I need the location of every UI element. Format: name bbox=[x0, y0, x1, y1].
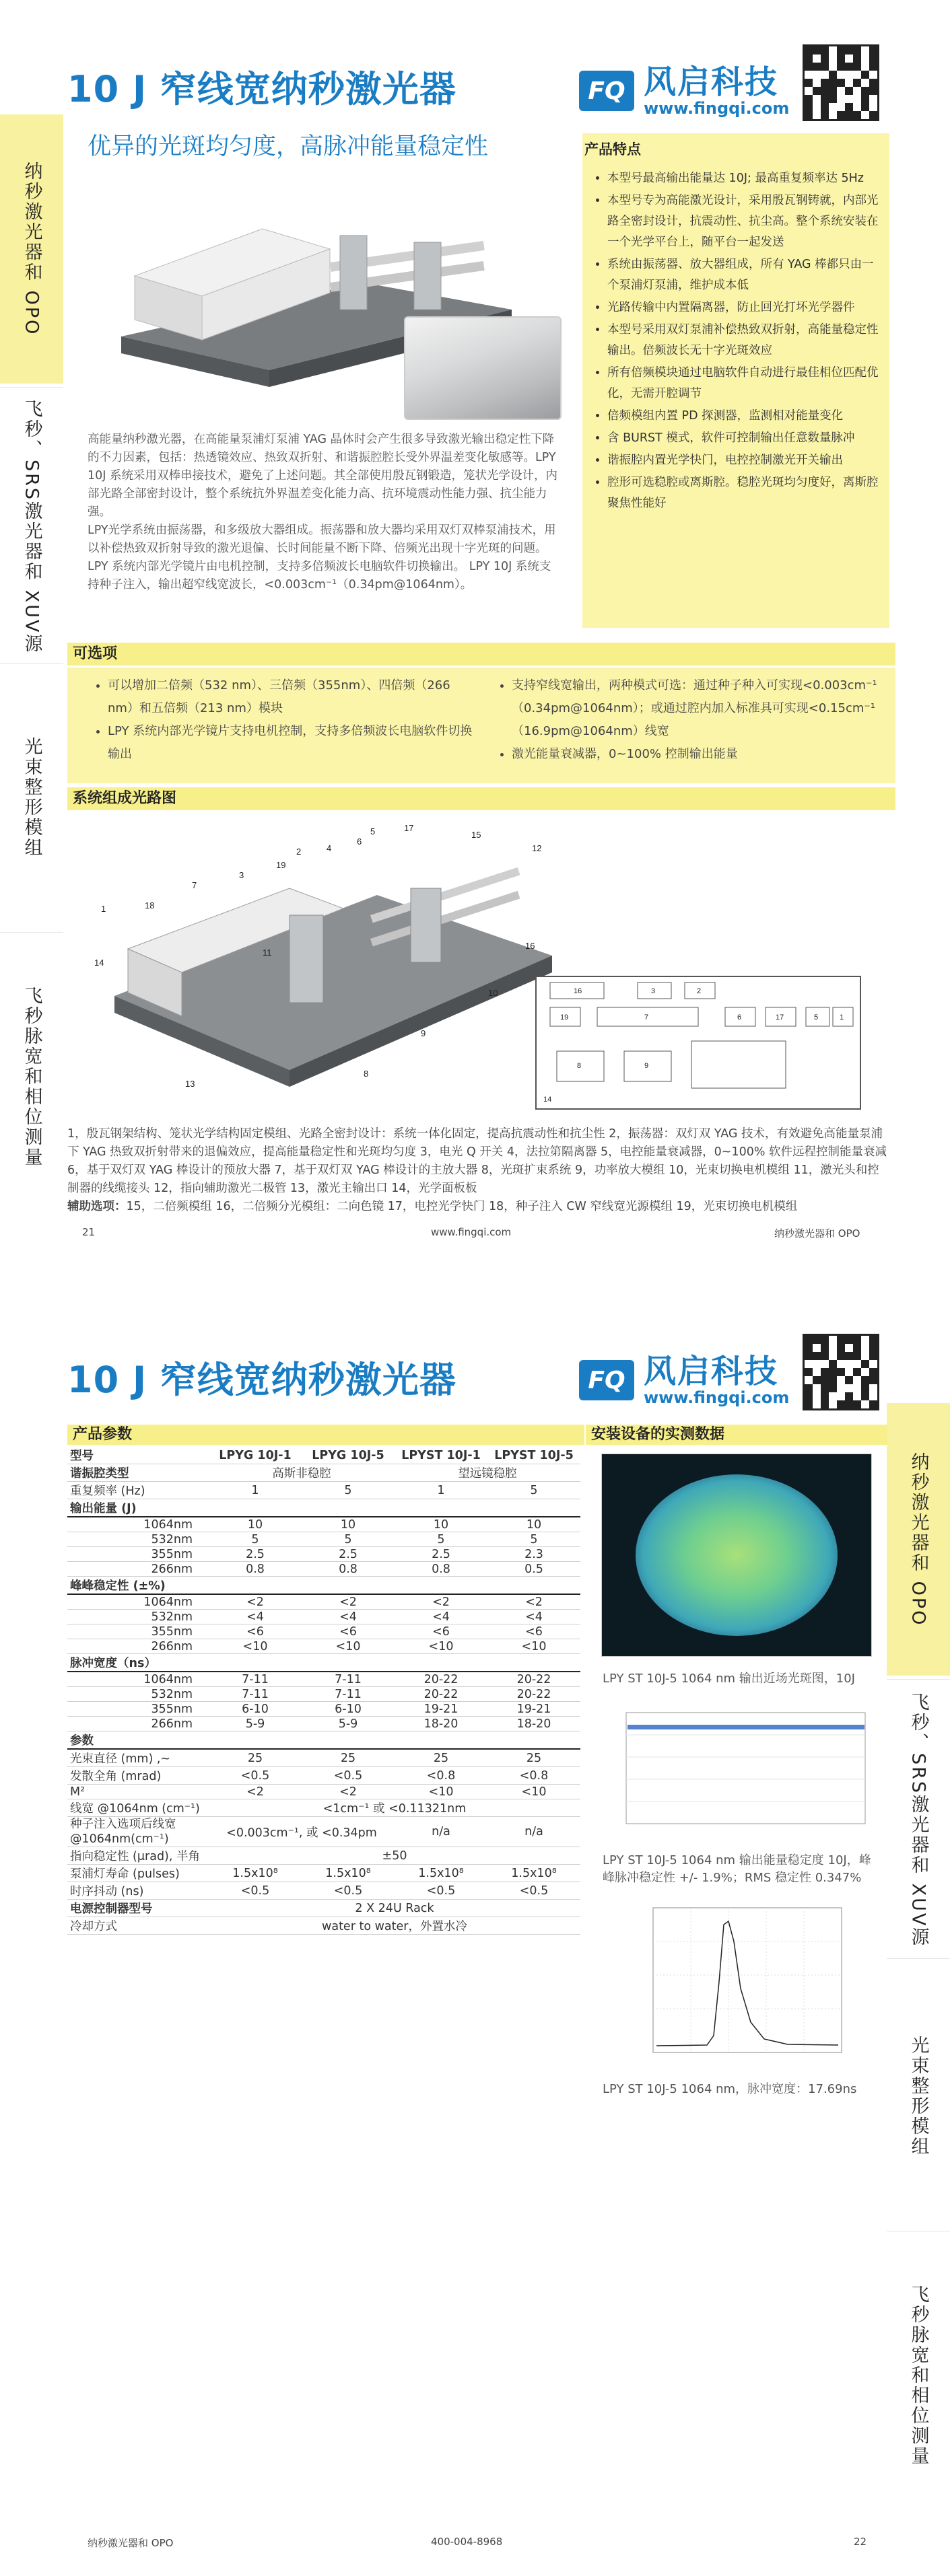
company-logo bbox=[579, 65, 789, 117]
beam-profile-image bbox=[601, 1454, 872, 1657]
energy-stability-caption: LPY ST 10J-5 1064 nm 输出能量稳定度 10J，峰峰脉冲稳定性 +/- 1.9%；RMS 稳定性 0.347% bbox=[603, 1853, 871, 1885]
logo-name: 风启科技 bbox=[644, 1353, 779, 1390]
table-cell: 1 bbox=[395, 1482, 487, 1499]
schematic-label: 1 bbox=[840, 1013, 844, 1022]
callout-10: 10 bbox=[488, 988, 498, 998]
table-cell: 望远镜稳腔 bbox=[395, 1464, 580, 1482]
options-header: 可选项 bbox=[67, 643, 895, 666]
table-cell: 6-10 bbox=[209, 1702, 302, 1717]
options-left bbox=[88, 674, 478, 766]
table-row bbox=[67, 1900, 580, 1917]
wavelength-label: 355nm bbox=[67, 1624, 209, 1639]
side-tab-nanosecond[interactable] bbox=[0, 114, 63, 384]
table-cell: <6 bbox=[395, 1624, 487, 1639]
wavelength-label: 355nm bbox=[67, 1547, 209, 1562]
schematic-label: 3 bbox=[651, 987, 656, 995]
table-cell: <4 bbox=[395, 1610, 487, 1624]
table-cell: 10 bbox=[302, 1517, 395, 1532]
table-cell: 0.8 bbox=[209, 1562, 302, 1577]
option-item: • 可以增加二倍频（532 nm）、三倍频（355nm）、四倍频（266 nm）和五倍频（213 nm）模块 bbox=[108, 674, 478, 720]
table-cell: 7-11 bbox=[209, 1672, 302, 1687]
side-tab-label: 光束整形模组 bbox=[908, 2036, 929, 2157]
logo-url: www.fingqi.com bbox=[644, 99, 790, 118]
description-paragraph: 高能量纳秒激光器，在高能量泵浦灯泵浦 YAG 晶体时会产生很多导致激光输出稳定性下降的不力因素，包括：热透镜效应、热致双折射、和谐振腔腔长受外界温差变化敏感等。LPY 10J 系统采用双棒串接技术，避免了上述问题。其全部使用殷瓦钢锻造，笼状光学设计，内部光路全部密封设计，整个系统抗外界温差变化能力高、抗环境震动性能力强、抗尘能力强。 bbox=[88, 433, 557, 519]
table-cell: <2 bbox=[487, 1594, 580, 1610]
footer-section: 纳秒激光器和 OPO bbox=[88, 2537, 174, 2549]
caption-aux-label: 辅助选项： bbox=[67, 1200, 127, 1213]
side-tab-label: 飞秒脉宽和相位测量 bbox=[908, 2285, 929, 2466]
callout-7: 7 bbox=[192, 880, 197, 890]
table-cell: 25 bbox=[209, 1749, 302, 1767]
section-label: 输出能量 (J) bbox=[67, 1499, 580, 1517]
pulse-width-caption: LPY ST 10J-5 1064 nm，脉冲宽度：17.69ns bbox=[603, 2082, 857, 2096]
schematic-label: 16 bbox=[574, 987, 582, 995]
logo-url: www.fingqi.com bbox=[644, 1388, 790, 1407]
table-cell: 1.5x10⁸ bbox=[209, 1865, 302, 1882]
table-cell: 1.5x10⁸ bbox=[395, 1865, 487, 1882]
table-row bbox=[67, 1917, 580, 1935]
side-tab-label: 飞秒、SRS激光器和 XUV源 bbox=[21, 398, 42, 655]
table-cell: <10 bbox=[395, 1785, 487, 1799]
table-row bbox=[67, 1847, 580, 1865]
table-row bbox=[67, 1562, 580, 1577]
table-cell: <0.003cm⁻¹, 或 <0.34pm bbox=[209, 1817, 395, 1847]
table-row bbox=[67, 1799, 580, 1817]
stability-rows bbox=[67, 1594, 580, 1654]
row-label: 线宽 @1064nm (cm⁻¹) bbox=[67, 1799, 209, 1817]
callout-2: 2 bbox=[296, 847, 302, 857]
table-cell: 20-22 bbox=[395, 1672, 487, 1687]
table-cell: <6 bbox=[209, 1624, 302, 1639]
table-row bbox=[67, 1767, 580, 1785]
feature-item: • 含 BURST 模式，软件可控制输出任意数量脉冲 bbox=[607, 428, 883, 449]
table-row bbox=[67, 1517, 580, 1532]
feature-item: • 本型号采用双灯泵浦补偿热致双折射，高能量稳定性输出。倍频波长无十字光斑效应 bbox=[607, 320, 883, 361]
feature-item: • 光路传输中内置隔离器，防止回光打坏光学器件 bbox=[607, 297, 883, 318]
section-label: 峰峰稳定性 (±%) bbox=[67, 1577, 580, 1595]
footer-phone: 400-004-8968 bbox=[431, 2536, 503, 2548]
table-row bbox=[67, 1717, 580, 1731]
logo-badge: FQ bbox=[579, 1360, 634, 1400]
table-cell: n/a bbox=[487, 1817, 580, 1847]
table-cell: <0.5 bbox=[209, 1882, 302, 1900]
section-label: 参数 bbox=[67, 1731, 580, 1750]
side-tab-pulse-measurement[interactable] bbox=[0, 935, 63, 1218]
table-cell: <10 bbox=[487, 1639, 580, 1654]
row-label: 光束直径 (mm) ,~ bbox=[67, 1749, 209, 1767]
table-cell: 2.3 bbox=[487, 1547, 580, 1562]
column-header: LPYST 10J-5 bbox=[487, 1447, 580, 1464]
schematic-label: 8 bbox=[577, 1062, 582, 1070]
caption-main: 1，殷瓦钢架结构、笼状光学结构固定模组、光路全密封设计：系统一体化固定，提高抗震动性和抗尘性 2，振荡器：双灯双 YAG 技术，有效避免高能量泵浦下 YAG 热致双折射带来的退偏效应，提高能量稳定性和光斑均匀度 3，电光 Q 开关 4，法拉第隔离器 5，电控能量衰减器，0~100% 软件远程控制能量衰减 6，基于双灯双 YAG 棒设计的预放大器 7，基于双灯双 YAG 棒设计的主放大器 8，光斑扩束系统 9，功率放大模组 10，光束切换电机模组 11，激光头和控制器的线缆接头 12，指向辅助激光二极管 13，激光主输出口 14，光学面板板 bbox=[67, 1127, 887, 1195]
qr-code bbox=[803, 44, 879, 121]
table-cell: 19-21 bbox=[395, 1702, 487, 1717]
side-tab-femtosecond[interactable] bbox=[887, 1682, 950, 1958]
callout-13: 13 bbox=[185, 1079, 195, 1089]
table-cell: 18-20 bbox=[395, 1717, 487, 1731]
callout-5: 5 bbox=[370, 826, 376, 836]
callout-14: 14 bbox=[94, 958, 104, 968]
table-cell: 10 bbox=[395, 1517, 487, 1532]
features-header: 产品特点 bbox=[584, 141, 641, 157]
table-cell: 2.5 bbox=[209, 1547, 302, 1562]
table-cell: <2 bbox=[395, 1594, 487, 1610]
callout-19: 19 bbox=[276, 860, 286, 870]
table-cell: 7-11 bbox=[302, 1687, 395, 1702]
callout-8: 8 bbox=[364, 1069, 369, 1079]
side-tab-beam-shaping[interactable] bbox=[0, 666, 63, 929]
side-tab-label: 飞秒脉宽和相位测量 bbox=[21, 986, 42, 1168]
table-cell: <4 bbox=[302, 1610, 395, 1624]
table-cell: 25 bbox=[302, 1749, 395, 1767]
table-row bbox=[67, 1532, 580, 1547]
section-label: 脉冲宽度（ns） bbox=[67, 1654, 580, 1672]
table-cell: <0.8 bbox=[487, 1767, 580, 1785]
table-cell: 7-11 bbox=[209, 1687, 302, 1702]
diagram-caption bbox=[67, 1125, 890, 1216]
table-row bbox=[67, 1785, 580, 1799]
table-cell: 0.5 bbox=[487, 1562, 580, 1577]
feature-item: • 本型号最高输出能量达 10J; 最高重复频率达 5Hz bbox=[607, 168, 883, 189]
table-cell: <10 bbox=[209, 1639, 302, 1654]
callout-15: 15 bbox=[471, 830, 481, 840]
wavelength-label: 1064nm bbox=[67, 1594, 209, 1610]
section-row bbox=[67, 1654, 580, 1672]
table-cell: 高斯非稳腔 bbox=[209, 1464, 395, 1482]
table-cell: 0.8 bbox=[302, 1562, 395, 1577]
system-3d-diagram bbox=[88, 814, 559, 1097]
qr-code bbox=[803, 1334, 879, 1410]
wavelength-label: 532nm bbox=[67, 1532, 209, 1547]
table-cell: 19-21 bbox=[487, 1702, 580, 1717]
row-label: 发散全角 (mrad) bbox=[67, 1767, 209, 1785]
table-cell: 10 bbox=[487, 1517, 580, 1532]
table-cell: 5 bbox=[302, 1482, 395, 1499]
table-cell: <6 bbox=[487, 1624, 580, 1639]
feature-item: • 倍频模组内置 PD 探测器，监测相对能量变化 bbox=[607, 406, 883, 427]
table-cell: <0.5 bbox=[302, 1882, 395, 1900]
side-tab-pulse-measurement[interactable] bbox=[887, 2234, 950, 2517]
section-row bbox=[67, 1577, 580, 1595]
logo-badge: FQ bbox=[579, 71, 634, 111]
product-photo-detail bbox=[404, 316, 562, 420]
callout-1: 1 bbox=[101, 904, 106, 914]
table-cell: <10 bbox=[395, 1639, 487, 1654]
pulsewidth-rows bbox=[67, 1672, 580, 1731]
measure-header: 安装设备的实测数据 bbox=[586, 1425, 887, 1445]
table-cell: <4 bbox=[487, 1610, 580, 1624]
callout-3: 3 bbox=[239, 870, 244, 880]
table-cell: 5 bbox=[209, 1532, 302, 1547]
table-cell: 1.5x10⁸ bbox=[487, 1865, 580, 1882]
schematic-label: 6 bbox=[737, 1013, 742, 1022]
schematic-label: 19 bbox=[560, 1013, 569, 1022]
schematic-label: 7 bbox=[644, 1013, 649, 1022]
page-subtitle: 优异的光斑均匀度，高脉冲能量稳定性 bbox=[88, 133, 489, 160]
table-cell: <0.5 bbox=[209, 1767, 302, 1785]
table-cell: <0.5 bbox=[302, 1767, 395, 1785]
wavelength-label: 266nm bbox=[67, 1717, 209, 1731]
table-row bbox=[67, 1464, 580, 1482]
footer-url: www.fingqi.com bbox=[431, 1226, 512, 1238]
callout-17: 17 bbox=[404, 823, 414, 833]
row-label: 谐振腔类型 bbox=[67, 1464, 209, 1482]
table-cell: <2 bbox=[302, 1785, 395, 1799]
table-cell: <2 bbox=[209, 1785, 302, 1799]
schematic-label: 9 bbox=[644, 1062, 649, 1070]
schematic-label: 5 bbox=[814, 1013, 819, 1022]
table-row bbox=[67, 1547, 580, 1562]
wavelength-label: 266nm bbox=[67, 1562, 209, 1577]
table-cell: <6 bbox=[302, 1624, 395, 1639]
table-cell: 20-22 bbox=[395, 1687, 487, 1702]
side-tab-label: 纳秒激光器和 OPO bbox=[908, 1452, 929, 1627]
table-cell: 2.5 bbox=[395, 1547, 487, 1562]
callout-4: 4 bbox=[327, 843, 332, 853]
section-row bbox=[67, 1731, 580, 1750]
footer-page-number: 21 bbox=[82, 1226, 96, 1238]
table-cell: 6-10 bbox=[302, 1702, 395, 1717]
feature-item: • 所有倍频模块通过电脑软件自动进行最佳相位匹配优化，无需开腔调节 bbox=[607, 363, 883, 404]
table-row bbox=[67, 1817, 580, 1847]
row-label: 泵浦灯寿命 (pulses) bbox=[67, 1865, 209, 1882]
option-item: • 激光能量衰减器，0~100% 控制输出能量 bbox=[512, 743, 882, 766]
column-header: LPYST 10J-1 bbox=[395, 1447, 487, 1464]
table-cell: <10 bbox=[487, 1785, 580, 1799]
row-label: 时序抖动 (ns) bbox=[67, 1882, 209, 1900]
feature-item: • 腔形可选稳腔或离斯腔。稳腔光斑均匀度好，离斯腔聚焦性能好 bbox=[607, 472, 883, 514]
column-header: LPYG 10J-1 bbox=[209, 1447, 302, 1464]
table-row bbox=[67, 1702, 580, 1717]
table-cell: 7-11 bbox=[302, 1672, 395, 1687]
table-cell: <1cm⁻¹ 或 <0.11321nm bbox=[209, 1799, 580, 1817]
callout-16: 16 bbox=[525, 941, 535, 951]
table-header-row bbox=[67, 1447, 580, 1464]
table-cell: 5 bbox=[302, 1532, 395, 1547]
callout-9: 9 bbox=[421, 1028, 426, 1038]
row-label: 重复频率 (Hz) bbox=[67, 1482, 209, 1499]
callout-6: 6 bbox=[357, 836, 362, 847]
side-tab-label: 飞秒、SRS激光器和 XUV源 bbox=[908, 1692, 929, 1948]
table-cell: 10 bbox=[209, 1517, 302, 1532]
row-label: 电源控制器型号 bbox=[67, 1900, 209, 1917]
table-cell: 1 bbox=[209, 1482, 302, 1499]
row-label: 种子注入选项后线宽 @1064nm(cm⁻¹) bbox=[67, 1817, 209, 1847]
footer-page-number: 22 bbox=[854, 2536, 867, 2548]
product-description bbox=[88, 431, 559, 594]
table-cell: ±50 bbox=[209, 1847, 580, 1865]
wavelength-label: 532nm bbox=[67, 1610, 209, 1624]
table-cell: n/a bbox=[395, 1817, 487, 1847]
page-title: 10 J 窄线宽纳秒激光器 bbox=[67, 1359, 456, 1401]
side-tab-label: 光束整形模组 bbox=[21, 737, 42, 858]
table-row bbox=[67, 1624, 580, 1639]
wavelength-label: 266nm bbox=[67, 1639, 209, 1654]
table-cell: 1.5x10⁸ bbox=[302, 1865, 395, 1882]
table-cell: <0.5 bbox=[487, 1882, 580, 1900]
table-row bbox=[67, 1749, 580, 1767]
schematic-label: 2 bbox=[697, 987, 702, 995]
wavelength-label: 1064nm bbox=[67, 1517, 209, 1532]
caption-aux: 15，二倍频模组 16，二倍频分光模组：二向色镜 17，电控光学快门 18，种子注入 CW 窄线宽光源模组 19，光束切换电机模组 bbox=[126, 1200, 798, 1213]
footer-section: 纳秒激光器和 OPO bbox=[774, 1227, 860, 1240]
energy-stability-plot bbox=[603, 1706, 872, 1840]
table-row bbox=[67, 1482, 580, 1499]
pulse-width-plot bbox=[646, 1901, 848, 2063]
table-cell: 20-22 bbox=[487, 1672, 580, 1687]
beam-profile-caption: LPY ST 10J-5 1064 nm 输出近场光斑图，10J bbox=[603, 1672, 855, 1686]
callout-18: 18 bbox=[145, 900, 155, 910]
options-right bbox=[491, 674, 882, 766]
feature-item: • 系统由振荡器、放大器组成，所有 YAG 棒都只由一个泵浦灯泵浦，维护成本低 bbox=[607, 254, 883, 296]
column-header: LPYG 10J-5 bbox=[302, 1447, 395, 1464]
option-item: • LPY 系统内部光学镜片支持电机控制，支持多倍频波长电脑软件切换输出 bbox=[108, 720, 478, 766]
row-label: 冷却方式 bbox=[67, 1917, 209, 1935]
table-cell: <2 bbox=[209, 1594, 302, 1610]
table-cell: <0.8 bbox=[395, 1767, 487, 1785]
page-title: 10 J 窄线宽纳秒激光器 bbox=[67, 68, 456, 110]
feature-item: • 本型号专为高能激光设计，采用殷瓦钢铸就，内部光路全密封设计，抗震动性、抗尘高。整个系统安装在一个光学平台上，随平台一起发送 bbox=[607, 190, 883, 253]
table-row bbox=[67, 1594, 580, 1610]
section-row bbox=[67, 1499, 580, 1517]
table-cell: 18-20 bbox=[487, 1717, 580, 1731]
side-tab-beam-shaping[interactable] bbox=[887, 1962, 950, 2231]
table-cell: 20-22 bbox=[487, 1687, 580, 1702]
table-row bbox=[67, 1639, 580, 1654]
energy-rows bbox=[67, 1517, 580, 1577]
table-row bbox=[67, 1882, 580, 1900]
schematic-label: 17 bbox=[776, 1013, 784, 1022]
table-cell: water to water，外置水冷 bbox=[209, 1917, 580, 1935]
row-label: 指向稳定性 (μrad), 半角 bbox=[67, 1847, 209, 1865]
table-row bbox=[67, 1610, 580, 1624]
table-row bbox=[67, 1865, 580, 1882]
table-cell: 5 bbox=[487, 1532, 580, 1547]
params-header: 产品参数 bbox=[67, 1425, 584, 1445]
table-cell: 5-9 bbox=[302, 1717, 395, 1731]
option-item: • 支持窄线宽输出，两种模式可选：通过种子种入可实现<0.003cm⁻¹（0.34pm@1064nm）；或通过腔内加入标准具可实现<0.15cm⁻¹（16.9pm@1064nm）线宽 bbox=[512, 674, 882, 743]
description-paragraph: LPY光学系统由振荡器，和多级放大器组成。振荡器和放大器均采用双灯双棒泵浦技术，用以补偿热致双折射导致的激光退偏、长时间能量不断下降、倍频光出现十字光斑的问题。 bbox=[88, 524, 556, 555]
table-cell: 5-9 bbox=[209, 1717, 302, 1731]
table-cell: 5 bbox=[395, 1532, 487, 1547]
table-cell: <10 bbox=[302, 1639, 395, 1654]
logo-name: 风启科技 bbox=[644, 63, 779, 101]
wavelength-label: 1064nm bbox=[67, 1672, 209, 1687]
side-tab-label: 纳秒激光器和 OPO bbox=[21, 162, 42, 336]
company-logo bbox=[579, 1354, 789, 1406]
callout-12: 12 bbox=[532, 843, 542, 853]
spec-table bbox=[67, 1447, 580, 1935]
table-cell: <4 bbox=[209, 1610, 302, 1624]
table-cell: <2 bbox=[302, 1594, 395, 1610]
wavelength-label: 532nm bbox=[67, 1687, 209, 1702]
callout-11: 11 bbox=[263, 947, 272, 958]
table-cell: 0.8 bbox=[395, 1562, 487, 1577]
system-schematic bbox=[535, 976, 861, 1110]
table-cell: <0.5 bbox=[395, 1882, 487, 1900]
table-cell: 25 bbox=[395, 1749, 487, 1767]
row-label: M² bbox=[67, 1785, 209, 1799]
table-cell: 2 X 24U Rack bbox=[209, 1900, 580, 1917]
table-row bbox=[67, 1672, 580, 1687]
feature-item: • 谐振腔内置光学快门，电控控制激光开关输出 bbox=[607, 450, 883, 471]
table-cell: 2.5 bbox=[302, 1547, 395, 1562]
description-paragraph: LPY 系统内部光学镜片由电机控制，支持多倍频波长电脑软件切换输出。 LPY 10J 系统支持种子注入，输出超窄线宽波长，<0.003cm⁻¹（0.34pm@1064nm）。 bbox=[88, 560, 551, 592]
features-list bbox=[587, 168, 883, 515]
column-header: 型号 bbox=[67, 1447, 209, 1464]
diagram-header: 系统组成光路图 bbox=[67, 787, 895, 810]
schematic-label: 14 bbox=[543, 1096, 552, 1104]
side-tab-femtosecond[interactable] bbox=[0, 390, 63, 663]
table-cell: 25 bbox=[487, 1749, 580, 1767]
wavelength-label: 355nm bbox=[67, 1702, 209, 1717]
table-cell: 5 bbox=[487, 1482, 580, 1499]
table-row bbox=[67, 1687, 580, 1702]
side-tab-nanosecond[interactable] bbox=[887, 1403, 950, 1676]
